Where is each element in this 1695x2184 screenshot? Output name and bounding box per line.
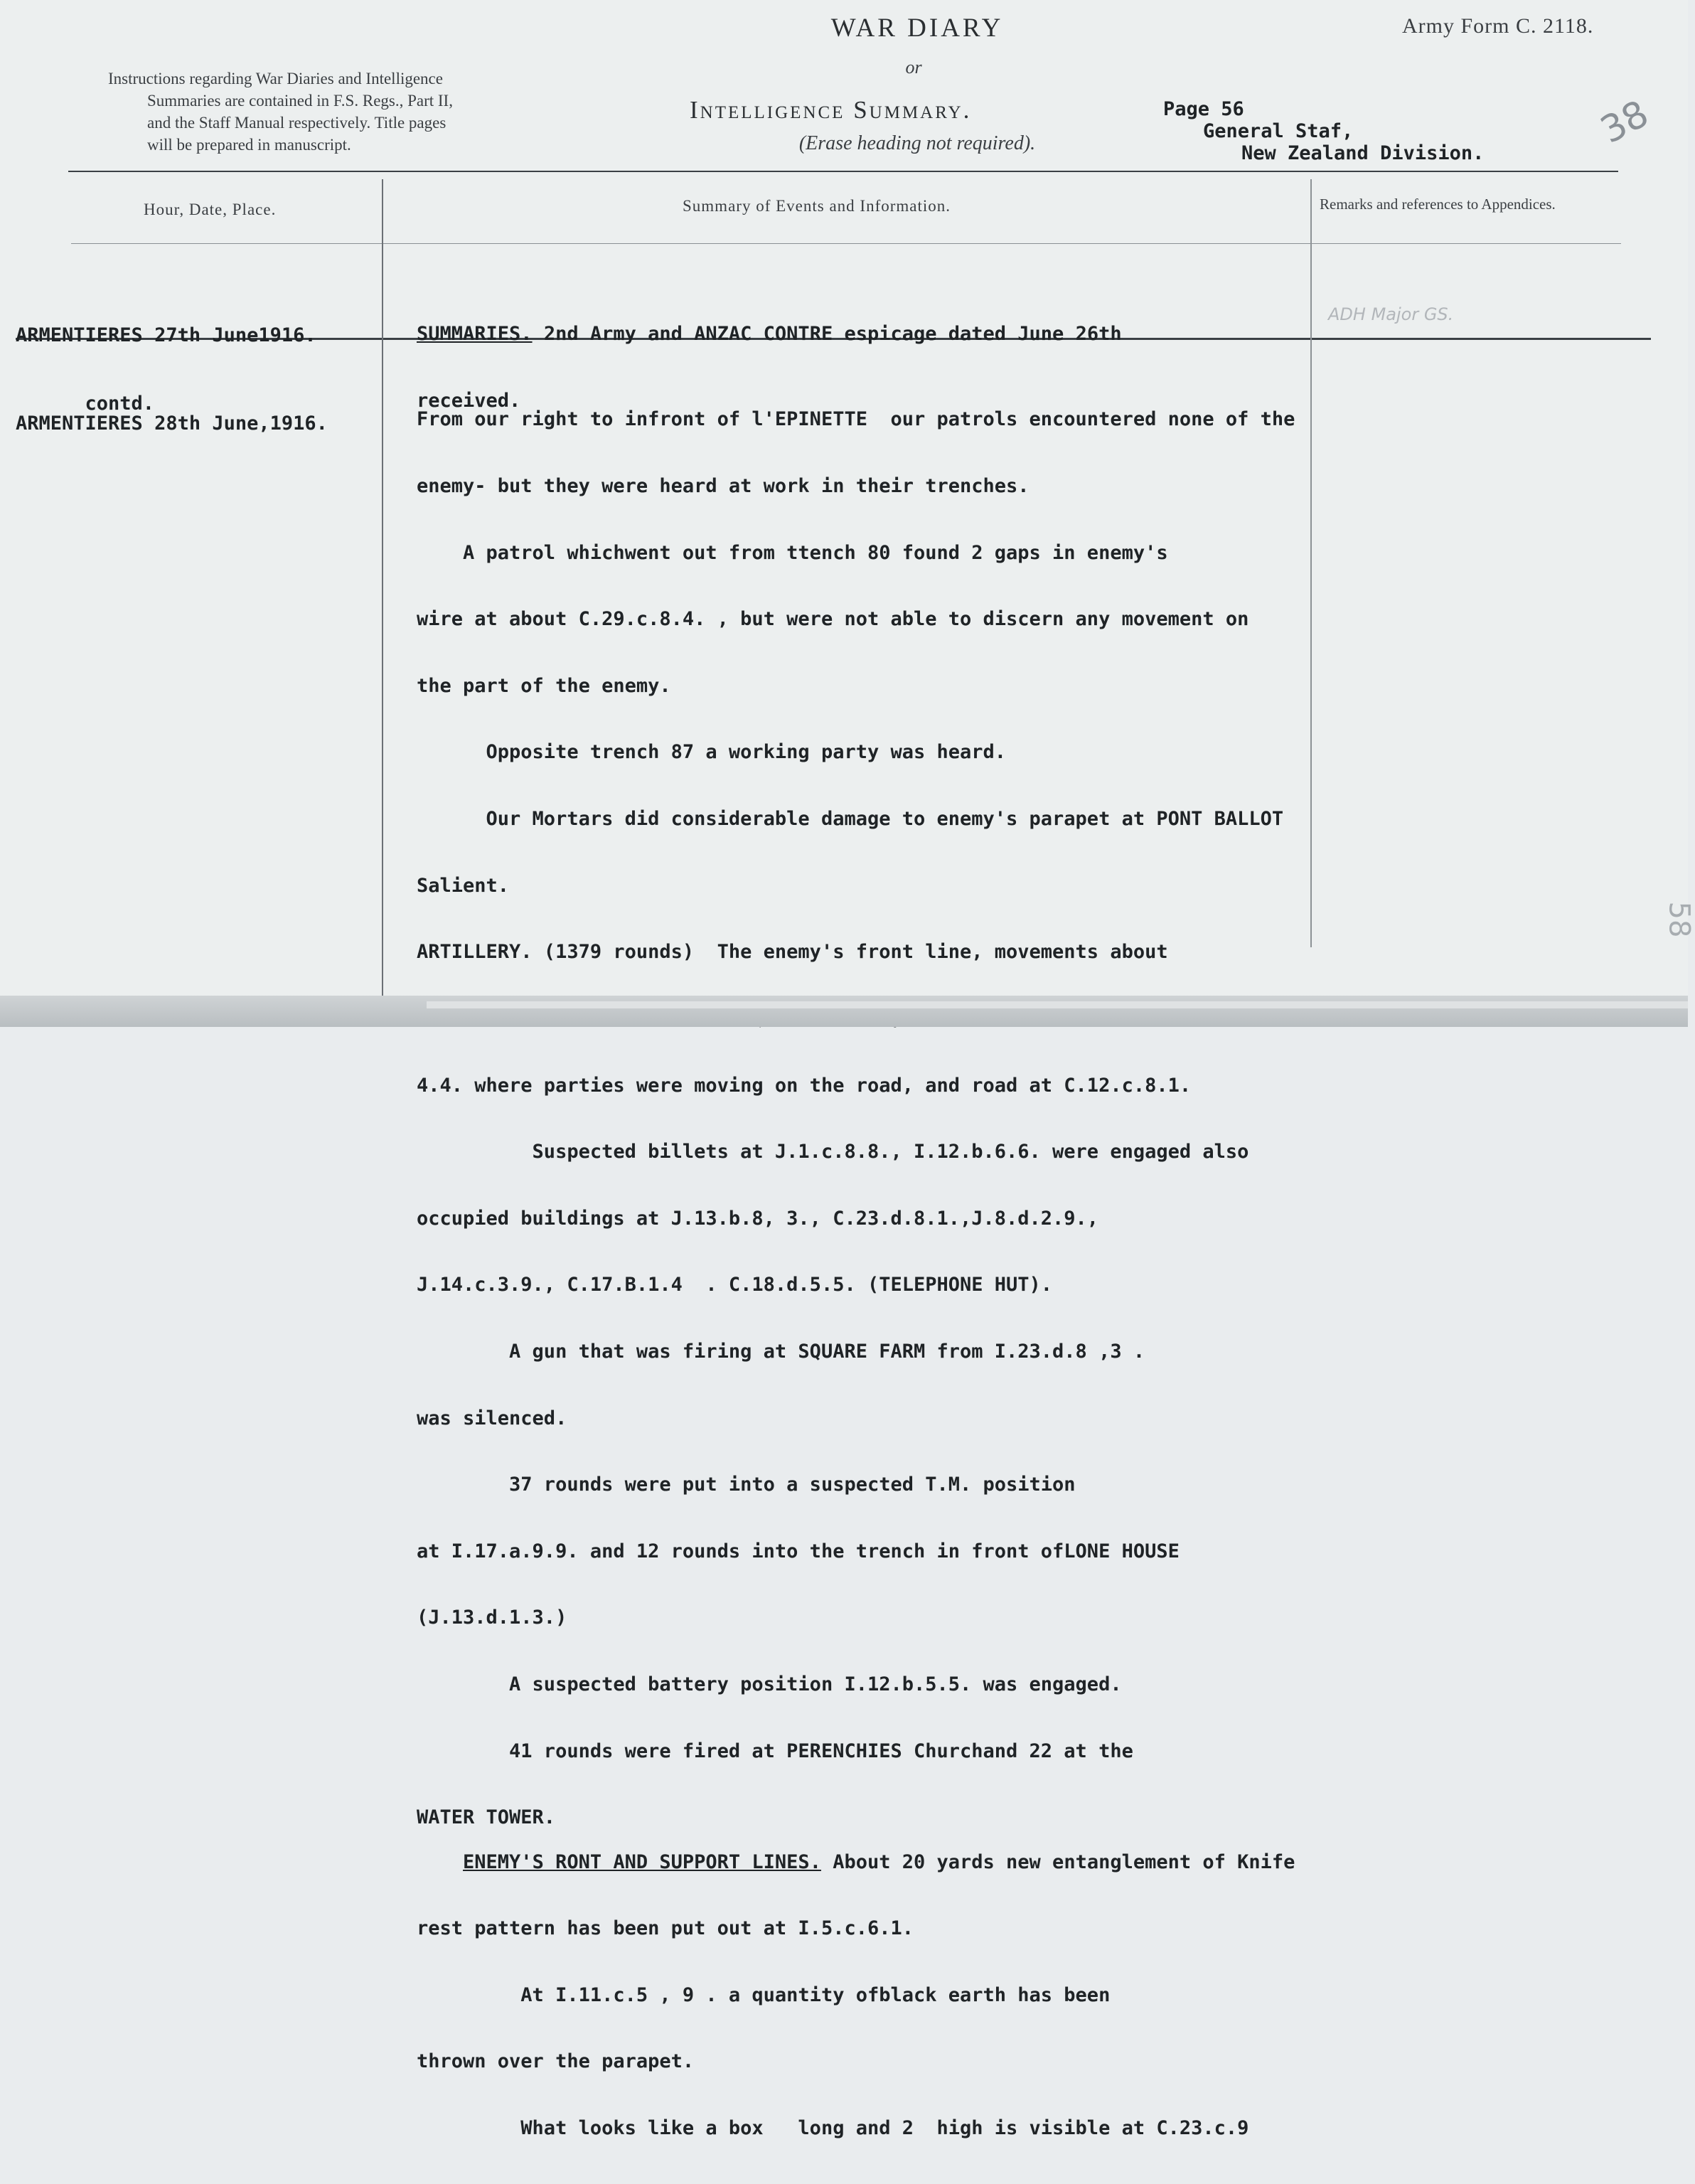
entry-line: A gun that was firing at SQUARE FARM from I.23.d.8 ,3 . — [417, 1340, 1145, 1363]
margin-folio-number: 58 — [1662, 901, 1695, 938]
instructions-line: Instructions regarding War Diaries and Intelligence — [108, 70, 443, 87]
title-or: or — [905, 57, 922, 78]
entry-line: at I.17.a.9.9. and 12 rounds into the trench in front ofLONE HOUSE — [417, 1540, 1180, 1562]
entry-line: Suspected billets at J.1.c.8.8., I.12.b.6.6. were engaged also — [417, 1141, 1249, 1163]
underlying-sheet — [427, 1001, 1688, 1008]
entry-place-line: contd. — [16, 393, 155, 415]
entry-line: enemy- but they were heard at work in their trenches. — [417, 475, 1030, 498]
entry-line-text: About 20 yards new entanglement of Knife — [820, 1850, 1295, 1873]
entry-line-text: 2nd Army and ANZAC CONTRE espicage dated June 26th — [532, 323, 1122, 346]
entry-summary — [417, 364, 1307, 2184]
column-head-rule — [71, 243, 1621, 244]
entry-line: rest pattern has been put out at I.5.c.6.1. — [417, 1917, 914, 1940]
entry-place-line: ARMENTIERES 28th June,1916. — [16, 412, 328, 435]
pencil-remark: ADH Major GS. — [1328, 304, 1454, 324]
entry-place-line: ARMENTIERES 27th June1916. — [16, 324, 316, 346]
entry-line: A suspected battery position I.12.b.5.5. was engaged. — [417, 1673, 1122, 1695]
entry-line: At I.11.c.5 , 9 . a quantity ofblack earth has been — [417, 1983, 1111, 2006]
staff-label: General Staf, — [1203, 120, 1354, 142]
instructions-block — [108, 68, 563, 156]
entry-line: 4.4. where parties were moving on the road, and road at C.12.c.8.1. — [417, 1074, 1192, 1097]
page-title: WAR DIARY — [830, 14, 1004, 43]
entry-line: ARTILLERY. (1379 rounds) The enemy's front line, movements about — [417, 941, 1168, 964]
entry-line: Our Mortars did considerable damage to enemy's parapet at PONT BALLOT — [417, 808, 1284, 831]
column-header-remarks: Remarks and references to Appendices. — [1320, 196, 1556, 213]
entry-line: Opposite trench 87 a working party was heard. — [417, 741, 1007, 764]
column-divider-left — [382, 179, 383, 997]
column-header-hour-date-place: Hour, Date, Place. — [144, 201, 277, 218]
entry-line: the part of the enemy. — [417, 674, 671, 697]
pencil-folio-number: 38 — [1593, 92, 1656, 153]
erase-note: (Erase heading not required). — [798, 132, 1036, 154]
entry-line: wire at about C.29.c.8.4. , but were not able to discern any movement on — [417, 608, 1249, 631]
entry-line — [417, 323, 1122, 345]
entry-line: was silenced. — [417, 1407, 567, 1429]
page-number: Page 56 — [1163, 98, 1244, 120]
entry-line: WATER TOWER. — [417, 1806, 556, 1829]
entry-line: thrown over the parapet. — [417, 2050, 695, 2073]
entry-line: Salient. — [417, 874, 510, 897]
entry-line: 37 rounds were put into a suspected T.M. position — [417, 1474, 1076, 1496]
entry-line: ENEMY'S RONT AND SUPPORT LINES. — [463, 1850, 821, 1873]
army-form-number: Army Form C. 2118. — [1402, 14, 1594, 38]
entry-heading: SUMMARIES. — [417, 323, 533, 346]
page-subtitle: Intelligence Summary. — [690, 96, 972, 124]
entry-line: J.14.c.3.9., C.17.B.1.4 . C.18.d.5.5. (TELEPHONE HUT). — [417, 1274, 1053, 1296]
column-divider-right — [1310, 179, 1312, 947]
header-rule — [68, 171, 1618, 172]
entry-line: occupied buildings at J.13.b.8, 3., C.23.d.8.1.,J.8.d.2.9., — [417, 1207, 1099, 1230]
page-bottom-edge — [0, 996, 1688, 1027]
column-header-summary: Summary of Events and Information. — [683, 197, 951, 215]
entry-line: From our right to infront of l'EPINETTE our patrols encountered none of the — [417, 408, 1295, 431]
entry-line: A patrol whichwent out from ttench 80 found 2 gaps in enemy's — [417, 541, 1168, 564]
entry-line: (J.13.d.1.3.) — [417, 1607, 567, 1629]
instructions-line: and the Staff Manual respectively. Title pages — [147, 114, 447, 132]
instructions-line: will be prepared in manuscript. — [147, 136, 351, 154]
entry-line: received. — [417, 390, 521, 412]
instructions-line: Summaries are contained in F.S. Regs., Part II, — [147, 92, 453, 110]
entry-place-date — [16, 367, 328, 481]
entry-line: What looks like a box long and 2 high is visible at C.23.c.9 — [417, 2117, 1249, 2140]
division-label: New Zealand Division. — [1241, 142, 1485, 164]
entry-line: 41 rounds were fired at PERENCHIES Churchand 22 at the — [417, 1740, 1133, 1762]
